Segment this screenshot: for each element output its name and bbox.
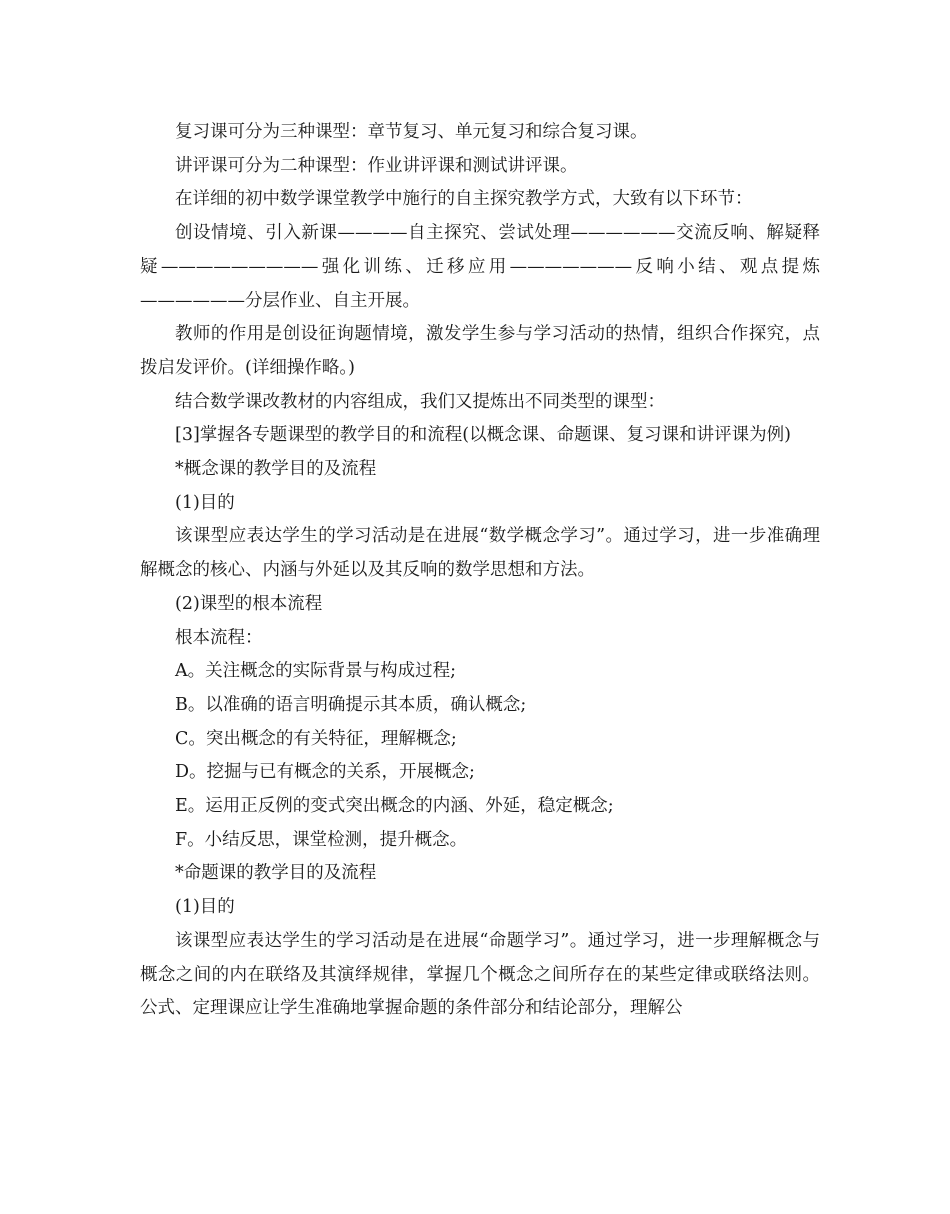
subheading-purpose-2: (1)目的 bbox=[175, 897, 235, 918]
section-heading-3: [3]掌握各专题课型的教学目的和流程(以概念课、命题课、复习课和讲评课为例) bbox=[175, 425, 791, 446]
subheading-concept-lesson: *概念课的教学目的及流程 bbox=[175, 459, 377, 480]
list-item-b: B。以准确的语言明确提示其本质，确认概念; bbox=[175, 694, 527, 715]
paragraph-review-types: 复习课可分为三种课型：章节复习、单元复习和综合复习课。 bbox=[175, 122, 648, 142]
subheading-basic-flow: (2)课型的根本流程 bbox=[175, 593, 323, 614]
document-body bbox=[140, 116, 820, 1026]
list-item-f: F。小结反思，课堂检测，提升概念。 bbox=[175, 829, 468, 850]
paragraph-teacher-role: 教师的作用是创设征询题情境，激发学生参与学习活动的热情，组织合作探究，点拨启发评价。(详细操作略。) bbox=[140, 324, 820, 378]
paragraph-inquiry-intro: 在详细的初中数学课堂教学中施行的自主探究教学方式，大致有以下环节： bbox=[175, 189, 753, 210]
paragraph-critique-types: 讲评课可分为二种课型：作业讲评课和测试讲评课。 bbox=[175, 155, 578, 176]
paragraph-proposition-purpose: 该课型应表达学生的学习活动是在进展“命题学习”。通过学习，进一步理解概念与概念之间的内在联络及其演绎规律，掌握几个概念之间所存在的某些定律或联络法则。公式、定理课应让学生准确地掌握命题的条件部分和结论部分，理解公 bbox=[140, 930, 820, 1019]
paragraph-concept-purpose: 该课型应表达学生的学习活动是在进展“数学概念学习”。通过学习，进一步准确理解概念的核心、内涵与外延以及其反响的数学思想和方法。 bbox=[140, 526, 820, 581]
subheading-purpose-1: (1)目的 bbox=[175, 492, 235, 513]
paragraph-flow-label: 根本流程： bbox=[175, 627, 263, 648]
paragraph-lesson-types: 结合数学课改教材的内容组成，我们又提炼出不同类型的课型： bbox=[175, 391, 665, 412]
list-item-d: D。挖掘与已有概念的关系，开展概念; bbox=[175, 762, 475, 783]
paragraph-inquiry-steps: 创设情境、引入新课————自主探究、尝试处理——————交流反响、解疑释疑—————————强化训练、迁移应用———————反响小结、观点提炼——————分层作业、自主开展。 bbox=[140, 223, 820, 311]
list-item-e: E。运用正反例的变式突出概念的内涵、外延，稳定概念; bbox=[175, 796, 614, 817]
list-item-a: A。关注概念的实际背景与构成过程; bbox=[175, 661, 457, 682]
subheading-proposition-lesson: *命题课的教学目的及流程 bbox=[175, 863, 377, 884]
list-item-c: C。突出概念的有关特征，理解概念; bbox=[175, 728, 457, 749]
